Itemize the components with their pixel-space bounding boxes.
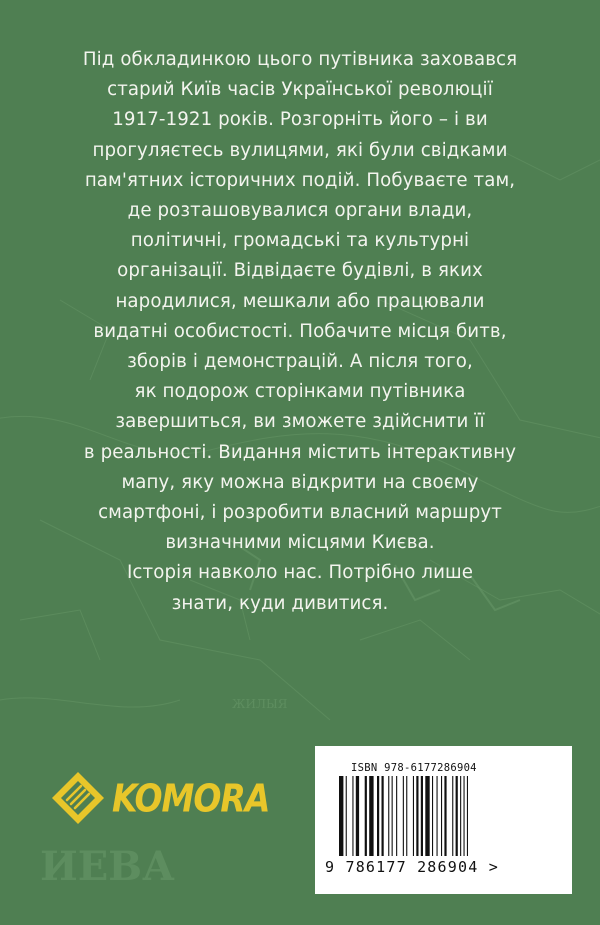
- map-label-zhylyia: ЖИЛЫЯ: [232, 697, 288, 711]
- barcode-bar: [421, 776, 423, 856]
- barcode-bar: [441, 776, 442, 856]
- barcode-panel: [315, 746, 572, 894]
- description-line: 1917-1921 років. Розгорніть його – і ви: [112, 109, 488, 131]
- barcode-bar: [444, 776, 446, 856]
- publisher-logo: [50, 770, 269, 826]
- description-line: політичні, громадські та культурні: [130, 230, 470, 252]
- barcode-bar: [392, 776, 393, 856]
- barcode-bar: [425, 776, 429, 856]
- description-line: смартфоні, і розробити власний маршрут: [98, 502, 502, 524]
- barcode-bars: [337, 776, 549, 856]
- isbn-label: ISBN 978-6177286904: [351, 762, 477, 774]
- description-line: завершиться, ви зможете здійснити її: [115, 411, 485, 433]
- barcode-bar: [356, 776, 359, 856]
- barcode-bar: [352, 776, 353, 856]
- description-line: мапу, яку можна відкрити на своєму: [121, 471, 479, 493]
- description-line: народилися, мешкали або працювали: [115, 290, 485, 312]
- description-line: організації. Відвідаєте будівлі, в яких: [117, 260, 483, 282]
- description-line: в реальності. Видання містить інтерактивну: [83, 441, 517, 463]
- map-label-ieva: ИЕВА: [40, 843, 175, 890]
- barcode-bar: [467, 776, 468, 856]
- barcode-bar: [382, 776, 384, 856]
- barcode-bar: [452, 776, 453, 856]
- description-line: Під обкладинкою цього путівника заховався: [82, 49, 518, 70]
- barcode-bar: [416, 776, 418, 856]
- description-line: де розташовувалися органи влади,: [127, 200, 473, 222]
- barcode-bar: [460, 776, 461, 856]
- description-line: знати, куди дивитися.: [171, 592, 389, 614]
- description-line: старий Київ часів Української революції: [107, 79, 493, 101]
- publisher-name: KOMORA: [112, 775, 270, 821]
- barcode-bar: [406, 776, 407, 856]
- barcode-bar: [396, 776, 397, 856]
- barcode-bar: [432, 776, 433, 856]
- description-line: Історія навколо нас. Потрібно лише: [126, 562, 474, 584]
- barcode-bar: [456, 776, 458, 856]
- description-line: визначними місцями Києва.: [165, 532, 435, 554]
- description-line: зборів і демонстрацій. А після того,: [127, 351, 473, 373]
- barcode-bar: [339, 776, 343, 856]
- barcode-bar: [403, 776, 404, 856]
- book-lines-icon: [50, 770, 106, 826]
- barcode-bar: [369, 776, 373, 856]
- barcode-bar: [346, 776, 347, 856]
- description-line: пам'ятних історичних подій. Побуваєте там,: [84, 169, 516, 191]
- barcode-bar: [437, 776, 438, 856]
- barcode-digits: 9 786177 286904 >: [325, 858, 499, 876]
- barcode-bar: [377, 776, 379, 856]
- cover-description: [40, 45, 560, 619]
- barcode-bar: [365, 776, 367, 856]
- description-line: як подорож сторінками путівника: [134, 381, 466, 403]
- barcode-bar: [464, 776, 465, 856]
- description-line: видатні особистості. Побачите місця битв,: [93, 320, 507, 342]
- barcode-bar: [413, 776, 414, 856]
- description-line: прогуляєтесь вулицями, які були свідками: [92, 139, 508, 161]
- barcode-bar: [388, 776, 389, 856]
